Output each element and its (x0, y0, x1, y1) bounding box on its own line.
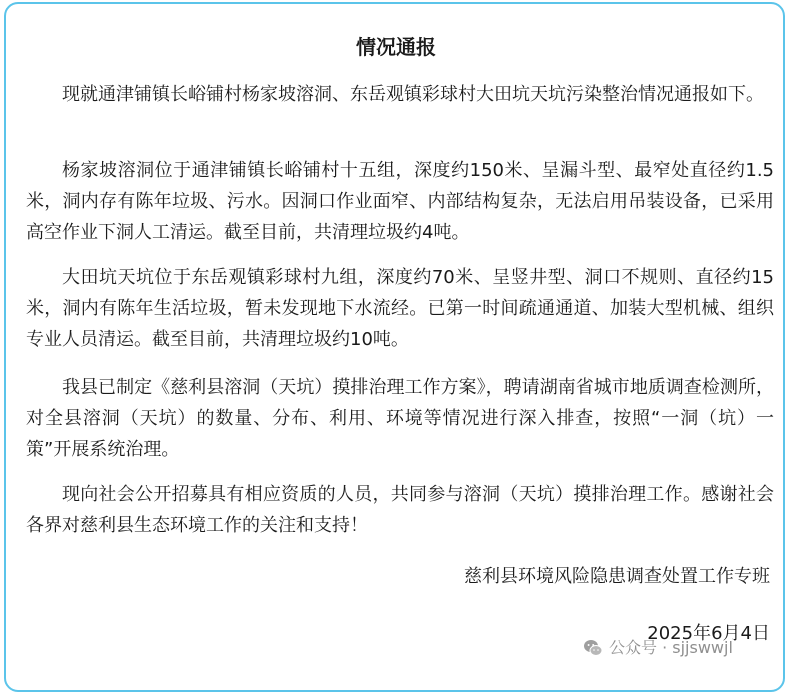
issue-date: 2025年6月4日 (647, 623, 770, 644)
paragraph-datiankeng-sinkhole: 大田坑天坑位于东岳观镇彩球村九组，深度约70米、呈竖井型、洞口不规则、直径约15米，洞内有陈年生活垃圾，暂未发现地下水流经。已第一时间疏通通道、加装大型机械、组织专业人员清运。截至目前，共清理垃圾约10吨。 (26, 267, 774, 350)
wechat-watermark (583, 636, 733, 660)
document-title: 情况通报 (356, 35, 436, 59)
wechat-icon (583, 638, 603, 658)
paragraph-recruitment-thanks: 现向社会公开招募具有相应资质的人员，共同参与溶洞（天坑）摸排治理工作。感谢社会各界对慈利县生态环境工作的关注和支持！ (26, 484, 774, 536)
paragraph-county-plan: 我县已制定《慈利县溶洞（天坑）摸排治理工作方案》，聘请湖南省城市地质调查检测所，对全县溶洞（天坑）的数量、分布、利用、环境等情况进行深入排查，按照“一洞（坑）一策”开展系统治理。 (26, 377, 774, 460)
paragraph-intro: 现就通津铺镇长峪铺村杨家坡溶洞、东岳观镇彩球村大田坑天坑污染整治情况通报如下。 (62, 84, 764, 105)
watermark-text: 公众号 · sjjswwjl (609, 638, 733, 657)
signature-issuer: 慈利县环境风险隐患调查处置工作专班 (464, 566, 770, 587)
paragraph-yangjiapo-cave: 杨家坡溶洞位于通津铺镇长峪铺村十五组，深度约150米、呈漏斗型、最窄处直径约1.5米，洞内存有陈年垃圾、污水。因洞口作业面窄、内部结构复杂，无法启用吊装设备，已采用高空作业下洞人工清运。截至目前，共清理垃圾约4吨。 (26, 160, 774, 243)
